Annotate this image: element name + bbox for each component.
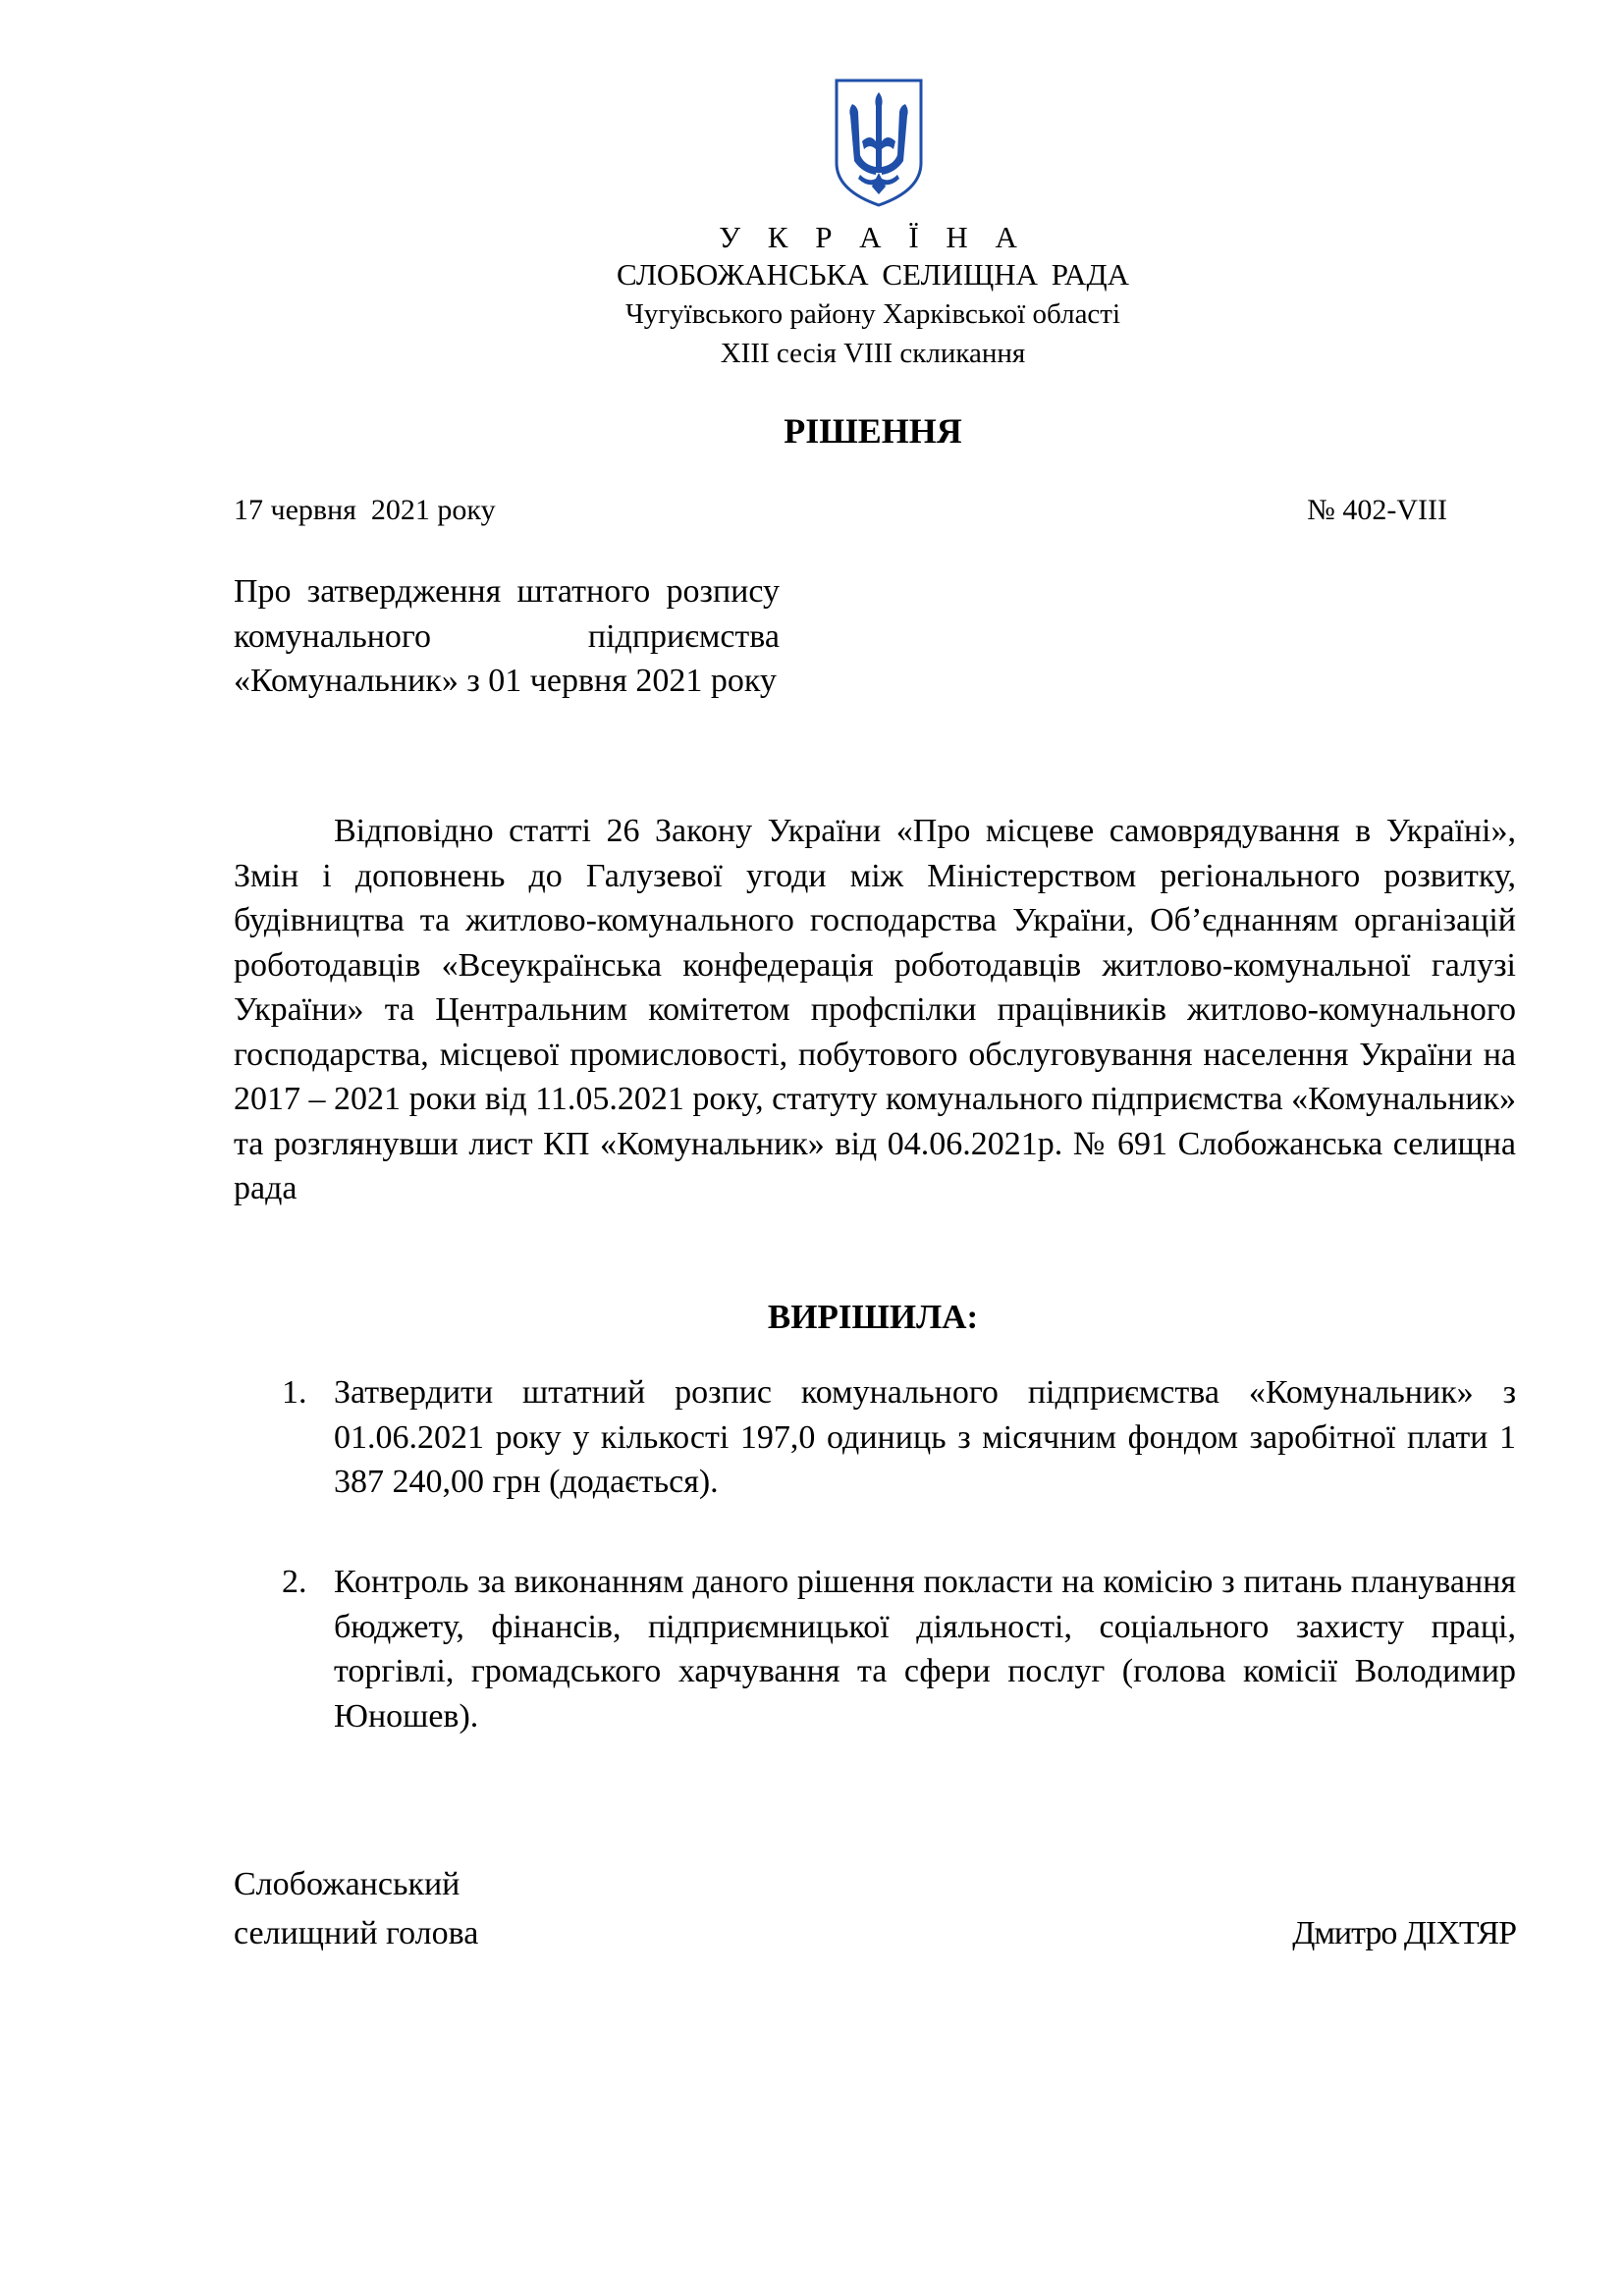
decided-heading: ВИРІШИЛА: [767, 1298, 979, 1336]
decision-item [282, 1370, 1516, 1505]
decision-item [282, 1560, 1516, 1738]
session-info: XIII сесія VIII скликання [720, 338, 1026, 369]
signatory-position-line1: Слобожанський [234, 1866, 460, 1902]
document-number: № 402-VIII [1307, 494, 1447, 526]
document-preamble: Відповідно статті 26 Закону України «Про місцеве самоврядування в Україні», Змін і доповнень до Галузевої угоди між Міністерством регіонального розвитку, будівництва та житлово-комунального господарства України, Об’єднанням організацій роботодавців «Всеукраїнська конфедерація роботодавців житлово-комунальної галузі України» та Центральним комітетом профспілки працівників житлово-комунального господарства, місцевої промисловості, побутового обслуговування населення України на 2017 – 2021 роки від 11.05.2021 року, статуту комунального підприємства «Комунальник» та розглянувши лист КП «Комунальник» від 04.06.2021р. № 691 Слобожанська селищна рада [234, 813, 1516, 1206]
decision-item-text: Затвердити штатний розпис комунального підприємства «Комунальник» з 01.06.2021 року у кількості 197,0 одиниць з місячним фондом заробітної плати 1 387 240,00 грн (додається). [334, 1374, 1516, 1500]
signatory-name: Дмитро ДІХТЯР [1292, 1915, 1516, 1951]
council-name: СЛОБОЖАНСЬКА СЕЛИЩНА РАДА [617, 257, 1129, 292]
document-title: РІШЕННЯ [784, 411, 962, 451]
country-name: У К Р А Ї Н А [719, 220, 1027, 254]
document-subject: Про затвердження штатного розпису комунального підприємства «Комунальник» з 01 червня 2021 року [234, 573, 780, 699]
decision-item-number: 1. [282, 1374, 307, 1411]
decision-item-number: 2. [282, 1564, 307, 1600]
signatory-position-line2: селищний голова [234, 1915, 479, 1951]
decision-item-text: Контроль за виконанням даного рішення покласти на комісію з питань планування бюджету, фінансів, підприємницької діяльності, соціального захисту праці, торгівлі, громадського харчування та сфери послуг (голова комісії Володимир Юношев). [334, 1564, 1516, 1735]
document-date: 17 червня 2021 року [234, 494, 496, 526]
signatory-position [234, 1860, 478, 1958]
ukraine-trident-coat-of-arms-icon [833, 77, 925, 209]
district-name: Чугуївського району Харківської області [624, 298, 1121, 330]
